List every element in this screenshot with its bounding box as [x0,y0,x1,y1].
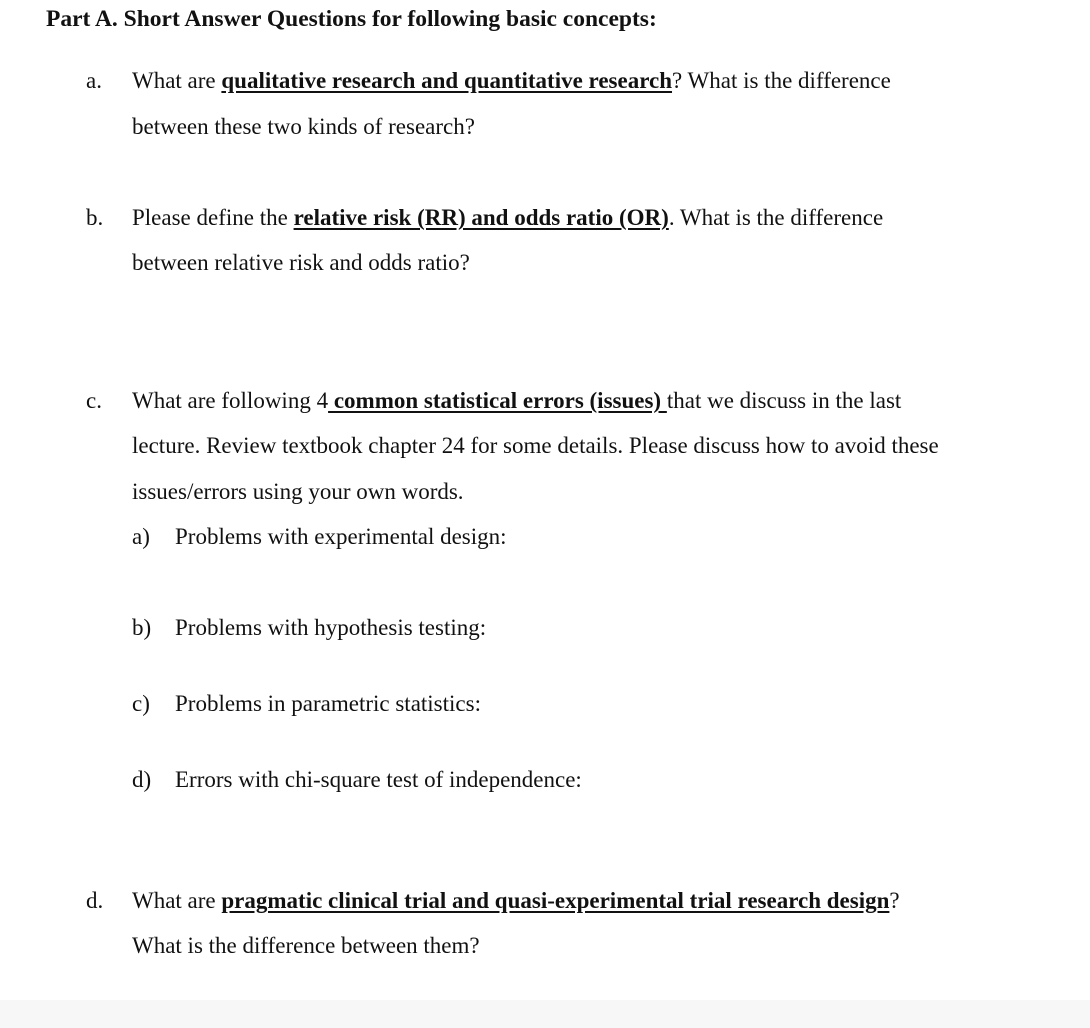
page-bottom-strip [0,1000,1090,1028]
sub-question-c-marker: c) [132,691,150,716]
question-b-keyword: relative risk (RR) and odds ratio (OR) [293,205,669,230]
part-a-heading: Part A. Short Answer Questions for following basic concepts: [46,6,657,32]
question-a-marker: a. [86,68,102,93]
question-b-text-post: . What is the difference [668,205,884,230]
question-c-text-pre: What are following 4 [132,388,329,413]
question-c-line-2: lecture. Review textbook chapter 24 for some details. Please discuss how to avoid these [132,433,939,458]
question-c-keyword: common statistical errors (issues) [328,388,667,413]
sub-question-b-marker: b) [132,615,152,640]
question-a-text-post: ? What is the difference [672,68,891,93]
question-a-keyword: qualitative research and quantitative research [221,68,673,93]
question-a-line-2: between these two kinds of research? [132,114,475,139]
question-b-text-pre: Please define the [132,205,294,230]
question-a-text-pre: What are [132,68,222,93]
question-c-marker: c. [86,388,102,413]
question-d-text-post: ? [889,888,900,913]
question-c-text-post: that we discuss in the last [666,388,902,413]
sub-question-c-text: Problems in parametric statistics: [175,691,481,716]
question-b-line-2: between relative risk and odds ratio? [132,250,470,275]
question-d-line-2: What is the difference between them? [132,933,480,958]
question-b-marker: b. [86,205,104,230]
question-d-text-pre: What are [132,888,222,913]
question-b-line-1 [132,205,883,231]
sub-question-a-marker: a) [132,524,150,549]
question-a-line-1 [132,68,891,94]
sub-question-a-text: Problems with experimental design: [175,524,507,549]
question-c-line-1 [132,388,901,414]
question-d-keyword: pragmatic clinical trial and quasi-experimental trial research design [221,888,890,913]
sub-question-b-text: Problems with hypothesis testing: [175,615,487,640]
sub-question-d-marker: d) [132,767,152,792]
question-c-line-3: issues/errors using your own words. [132,479,464,504]
question-d-line-1 [132,888,900,914]
question-d-marker: d. [86,888,104,913]
sub-question-d-text: Errors with chi-square test of independence: [175,767,582,792]
